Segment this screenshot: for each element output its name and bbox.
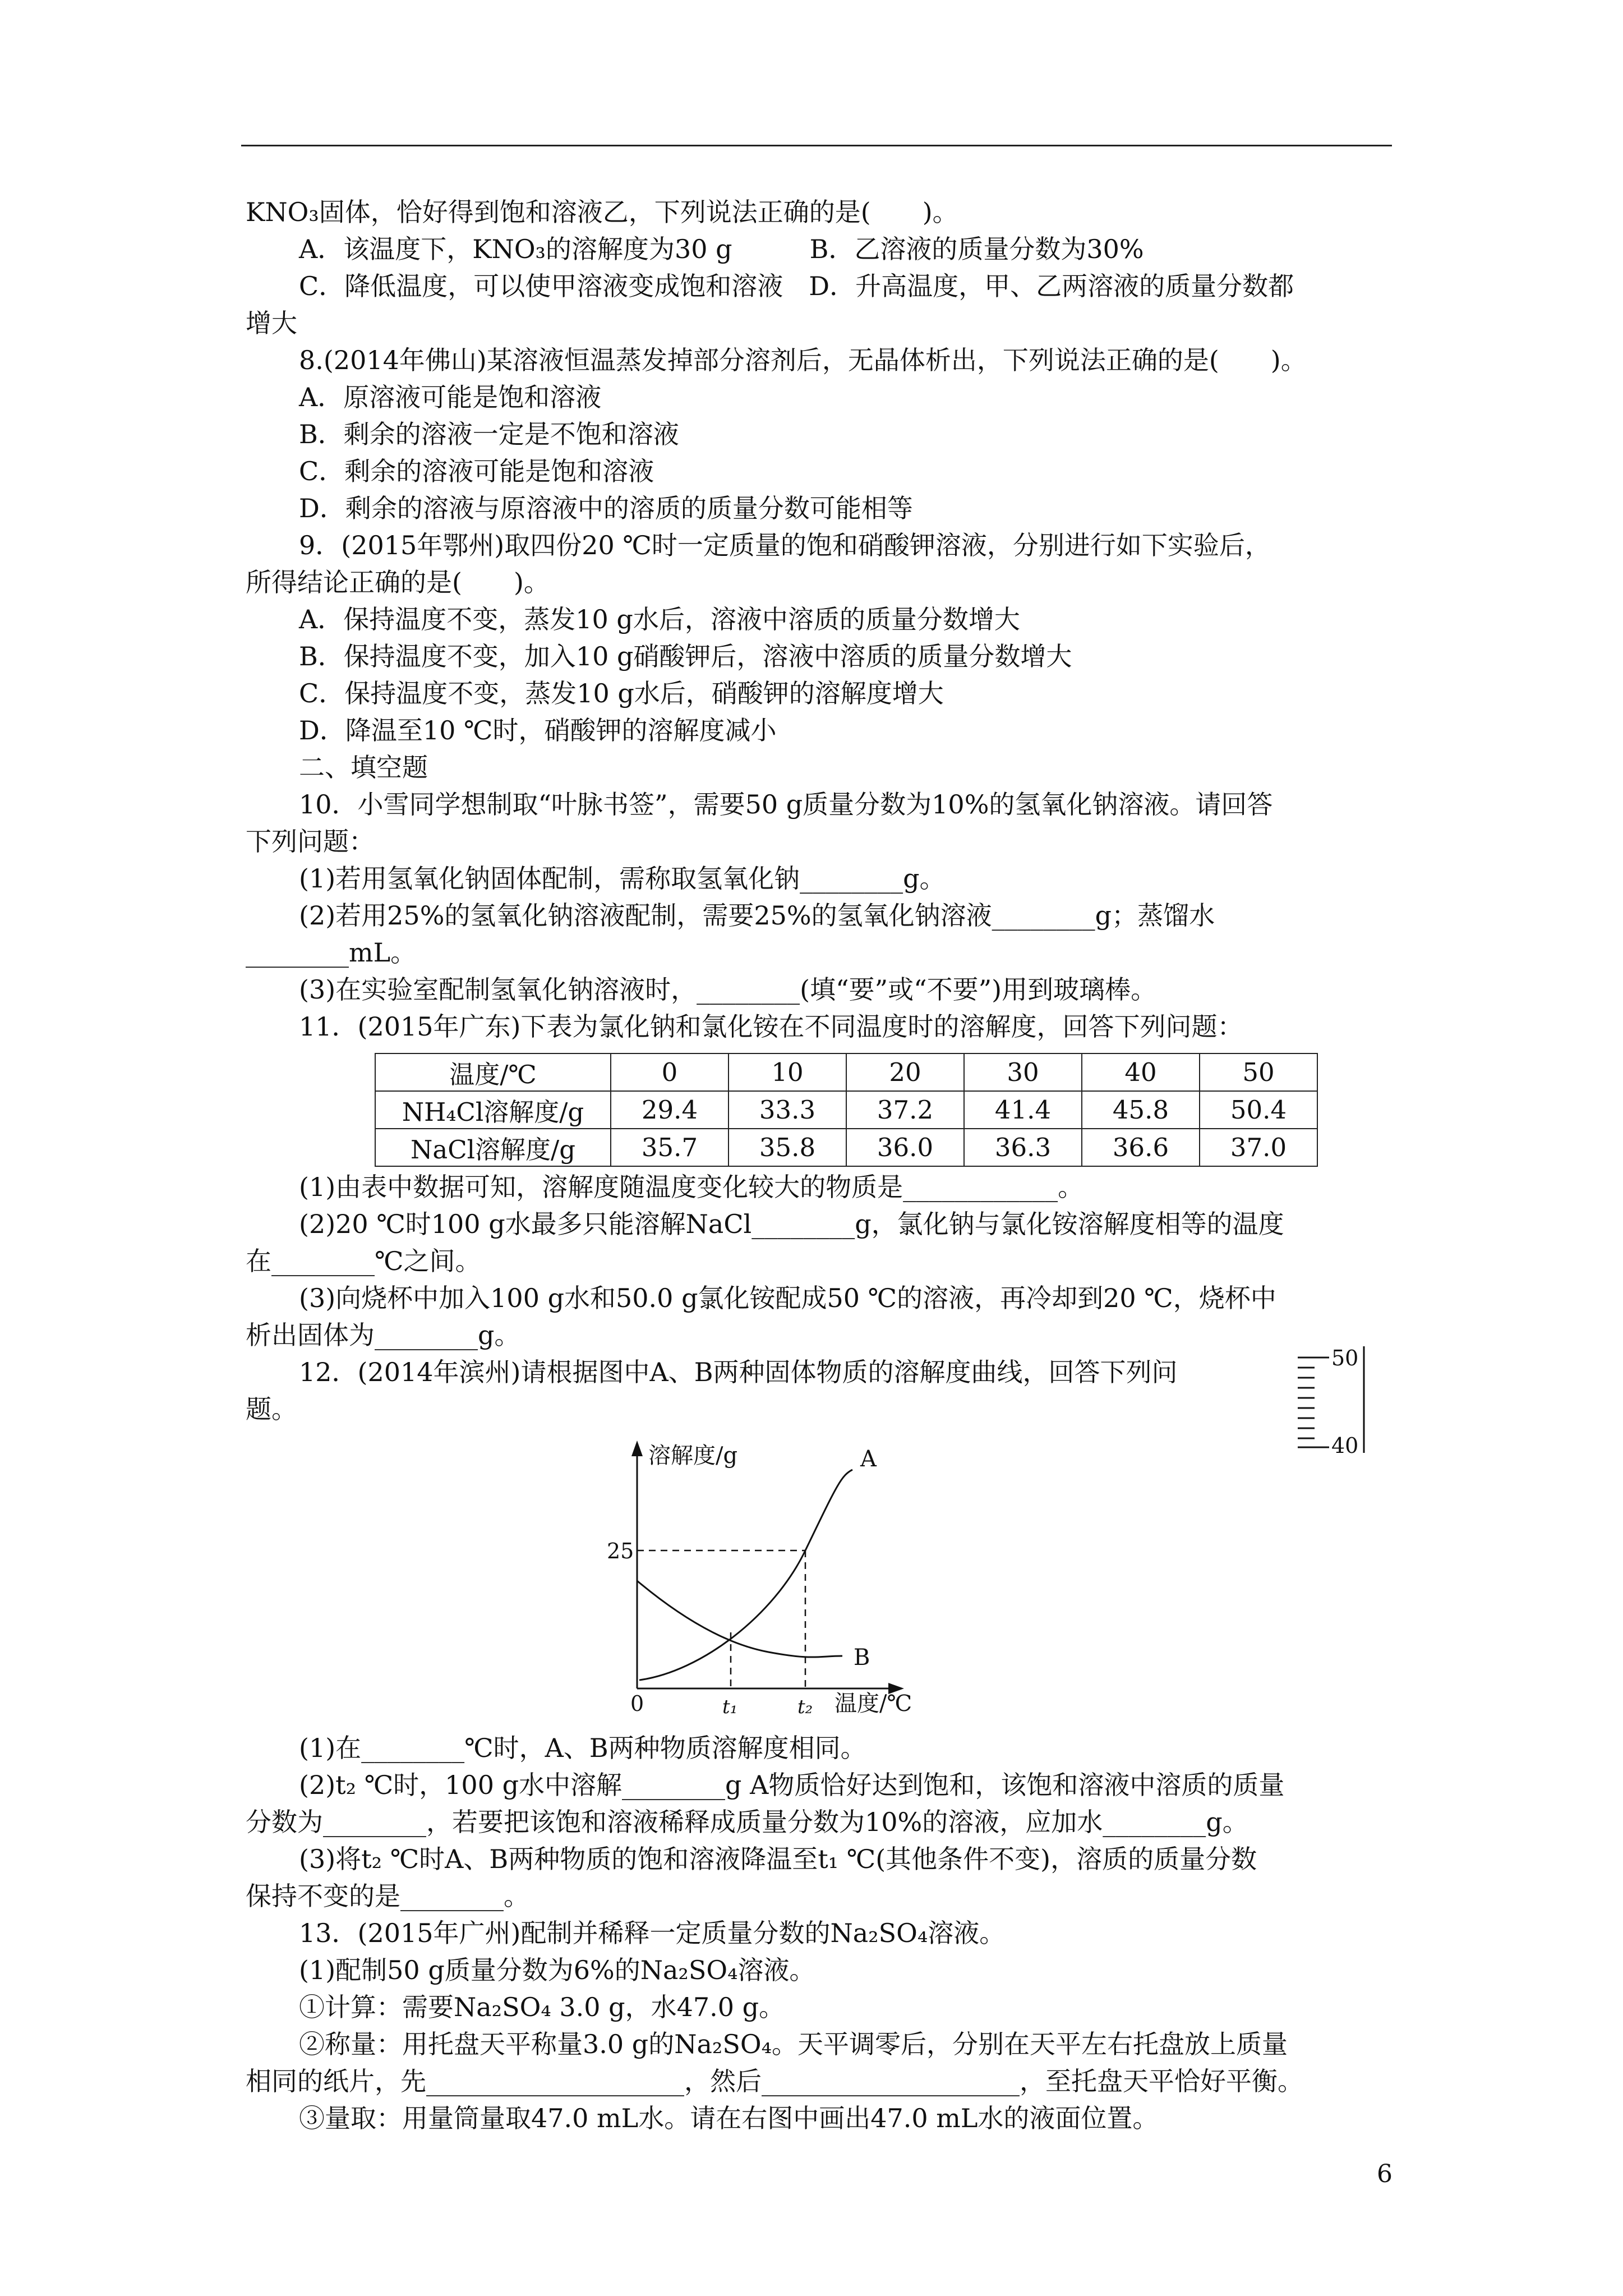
text-line: 题。: [246, 1394, 297, 1424]
option-a: A．原溶液可能是饱和溶液: [299, 382, 602, 412]
question-10: 10．小雪同学想制取“叶脉书签”，需要50 g质量分数为10%的氢氧化钠溶液。请回答: [299, 789, 1273, 820]
text-line: 分数为________，若要把该饱和溶液稀释成质量分数为10%的溶液，应加水________g。: [246, 1807, 1248, 1837]
sub-question: (1)在________℃时，A、B两种物质溶解度相同。: [299, 1733, 866, 1763]
table-cell: 36.0: [846, 1129, 964, 1166]
table-cell: 37.2: [846, 1091, 964, 1129]
table-cell: 温度/℃: [375, 1053, 611, 1091]
solubility-curve-figure: [589, 1430, 948, 1722]
sub-question: (2)20 ℃时100 g水最多只能溶解NaCl________g，氯化钠与氯化铵溶解度相等的温度: [299, 1209, 1284, 1239]
table-cell: 41.4: [964, 1091, 1082, 1129]
question-13: 13．(2015年广州)配制并稀释一定质量分数的Na₂SO₄溶液。: [299, 1918, 1006, 1948]
table-row: [375, 1091, 1317, 1129]
table-cell: NH₄Cl溶解度/g: [375, 1091, 611, 1129]
text-line: 保持不变的是________。: [246, 1881, 529, 1911]
table-cell: 33.3: [728, 1091, 846, 1129]
solubility-table: [375, 1053, 1318, 1167]
sub-question: (1)由表中数据可知，溶解度随温度变化较大的物质是____________。: [299, 1172, 1084, 1202]
table-cell: 35.8: [728, 1129, 846, 1166]
text-line: C．降低温度，可以使甲溶液变成饱和溶液 D．升高温度，甲、乙两溶液的质量分数都: [299, 271, 1294, 301]
table-cell: 50: [1200, 1053, 1317, 1091]
option-c: C．保持温度不变，蒸发10 g水后，硝酸钾的溶解度增大: [299, 678, 944, 708]
graduated-cylinder-figure: [1290, 1341, 1391, 1475]
table-cell: 35.7: [611, 1129, 728, 1166]
x-tick-t2: t₂: [797, 1696, 813, 1718]
sub-question: (3)在实验室配制氢氧化钠溶液时，________(填“要”或“不要”)用到玻璃棒。: [299, 974, 1157, 1005]
option-a: A．保持温度不变，蒸发10 g水后，溶液中溶质的质量分数增大: [299, 604, 1020, 634]
step-line: ①计算：需要Na₂SO₄ 3.0 g，水47.0 g。: [299, 1992, 785, 2022]
table-cell: 0: [611, 1053, 728, 1091]
question-11: 11．(2015年广东)下表为氯化钠和氯化铵在不同温度时的溶解度，回答下列问题：: [299, 1011, 1243, 1042]
table-cell: 36.3: [964, 1129, 1082, 1166]
sub-question: (2)t₂ ℃时，100 g水中溶解________g A物质恰好达到饱和，该饱和溶液中溶质的质量: [299, 1770, 1285, 1800]
text-line: 所得结论正确的是( )。: [246, 567, 550, 597]
curve-b: [637, 1581, 842, 1657]
table-cell: 50.4: [1200, 1091, 1317, 1129]
curve-a: [639, 1470, 852, 1680]
y-axis-label: 溶解度/g: [648, 1443, 738, 1469]
table-cell: 45.8: [1082, 1091, 1200, 1129]
sub-question: (2)若用25%的氢氧化钠溶液配制，需要25%的氢氧化钠溶液________g；蒸馏水: [299, 900, 1215, 931]
table-cell: 36.6: [1082, 1129, 1200, 1166]
option-d: D．剩余的溶液与原溶液中的溶质的质量分数可能相等: [299, 493, 913, 523]
text-line: 增大: [246, 308, 297, 338]
table-cell: 20: [846, 1053, 964, 1091]
table-cell: 30: [964, 1053, 1082, 1091]
sub-question: (3)将t₂ ℃时A、B两种物质的饱和溶液降温至t₁ ℃(其他条件不变)，溶质的质量分数: [299, 1844, 1257, 1874]
cylinder-mark-40: 40: [1331, 1433, 1359, 1458]
origin-label: 0: [630, 1691, 644, 1716]
question-8: 8.(2014年佛山)某溶液恒温蒸发掉部分溶剂后，无晶体析出，下列说法正确的是( )。: [299, 345, 1307, 375]
sub-question: (1)若用氢氧化钠固体配制，需称取氢氧化钠________g。: [299, 863, 946, 894]
option-b: B．保持温度不变，加入10 g硝酸钾后，溶液中溶质的质量分数增大: [299, 641, 1072, 671]
option-c: C．剩余的溶液可能是饱和溶液: [299, 456, 654, 486]
text-line: 在________℃之间。: [246, 1246, 481, 1276]
option-d: D．降温至10 ℃时，硝酸钾的溶解度减小: [299, 715, 777, 746]
step-line: ②称量：用托盘天平称量3.0 g的Na₂SO₄。天平调零后，分别在天平左右托盘放上质量: [299, 2029, 1288, 2059]
table-cell: NaCl溶解度/g: [375, 1129, 611, 1166]
table-row: [375, 1053, 1317, 1091]
text-line: KNO₃固体，恰好得到饱和溶液乙，下列说法正确的是( )。: [246, 197, 958, 227]
curve-b-label: B: [854, 1645, 870, 1671]
sub-question: (1)配制50 g质量分数为6%的Na₂SO₄溶液。: [299, 1955, 815, 1985]
x-axis-label: 温度/℃: [834, 1691, 912, 1717]
table-cell: 29.4: [611, 1091, 728, 1129]
cylinder-mark-50: 50: [1331, 1346, 1359, 1370]
header-rule: [241, 145, 1392, 146]
table-cell: 40: [1082, 1053, 1200, 1091]
question-9: 9．(2015年鄂州)取四份20 ℃时一定质量的饱和硝酸钾溶液，分别进行如下实验后，: [299, 530, 1271, 560]
page-number: 6: [1377, 2160, 1393, 2188]
table-cell: 37.0: [1200, 1129, 1317, 1166]
text-line: ________mL。: [246, 937, 417, 968]
text-line: 下列问题：: [246, 826, 375, 857]
sub-question: (3)向烧杯中加入100 g水和50.0 g氯化铵配成50 ℃的溶液，再冷却到20 ℃，烧杯中: [299, 1283, 1276, 1313]
curve-a-label: A: [860, 1446, 877, 1472]
y-tick-25: 25: [607, 1539, 634, 1563]
section-heading: 二、填空题: [299, 752, 428, 783]
option-b: B．剩余的溶液一定是不饱和溶液: [299, 419, 679, 449]
question-12: 12．(2014年滨州)请根据图中A、B两种固体物质的溶解度曲线，回答下列问: [299, 1357, 1178, 1387]
text-line: A．该温度下，KNO₃的溶解度为30 g B．乙溶液的质量分数为30%: [299, 234, 1144, 264]
step-line: ③量取：用量筒量取47.0 mL水。请在右图中画出47.0 mL水的液面位置。: [299, 2103, 1159, 2133]
text-line: 析出固体为________g。: [246, 1320, 520, 1350]
x-tick-t1: t₁: [722, 1696, 738, 1718]
y-axis-arrow-icon: [631, 1441, 643, 1456]
table-row: [375, 1129, 1317, 1166]
text-line: 相同的纸片，先____________________，然后____________________，至托盘天平恰好平衡。: [246, 2066, 1303, 2096]
table-cell: 10: [728, 1053, 846, 1091]
